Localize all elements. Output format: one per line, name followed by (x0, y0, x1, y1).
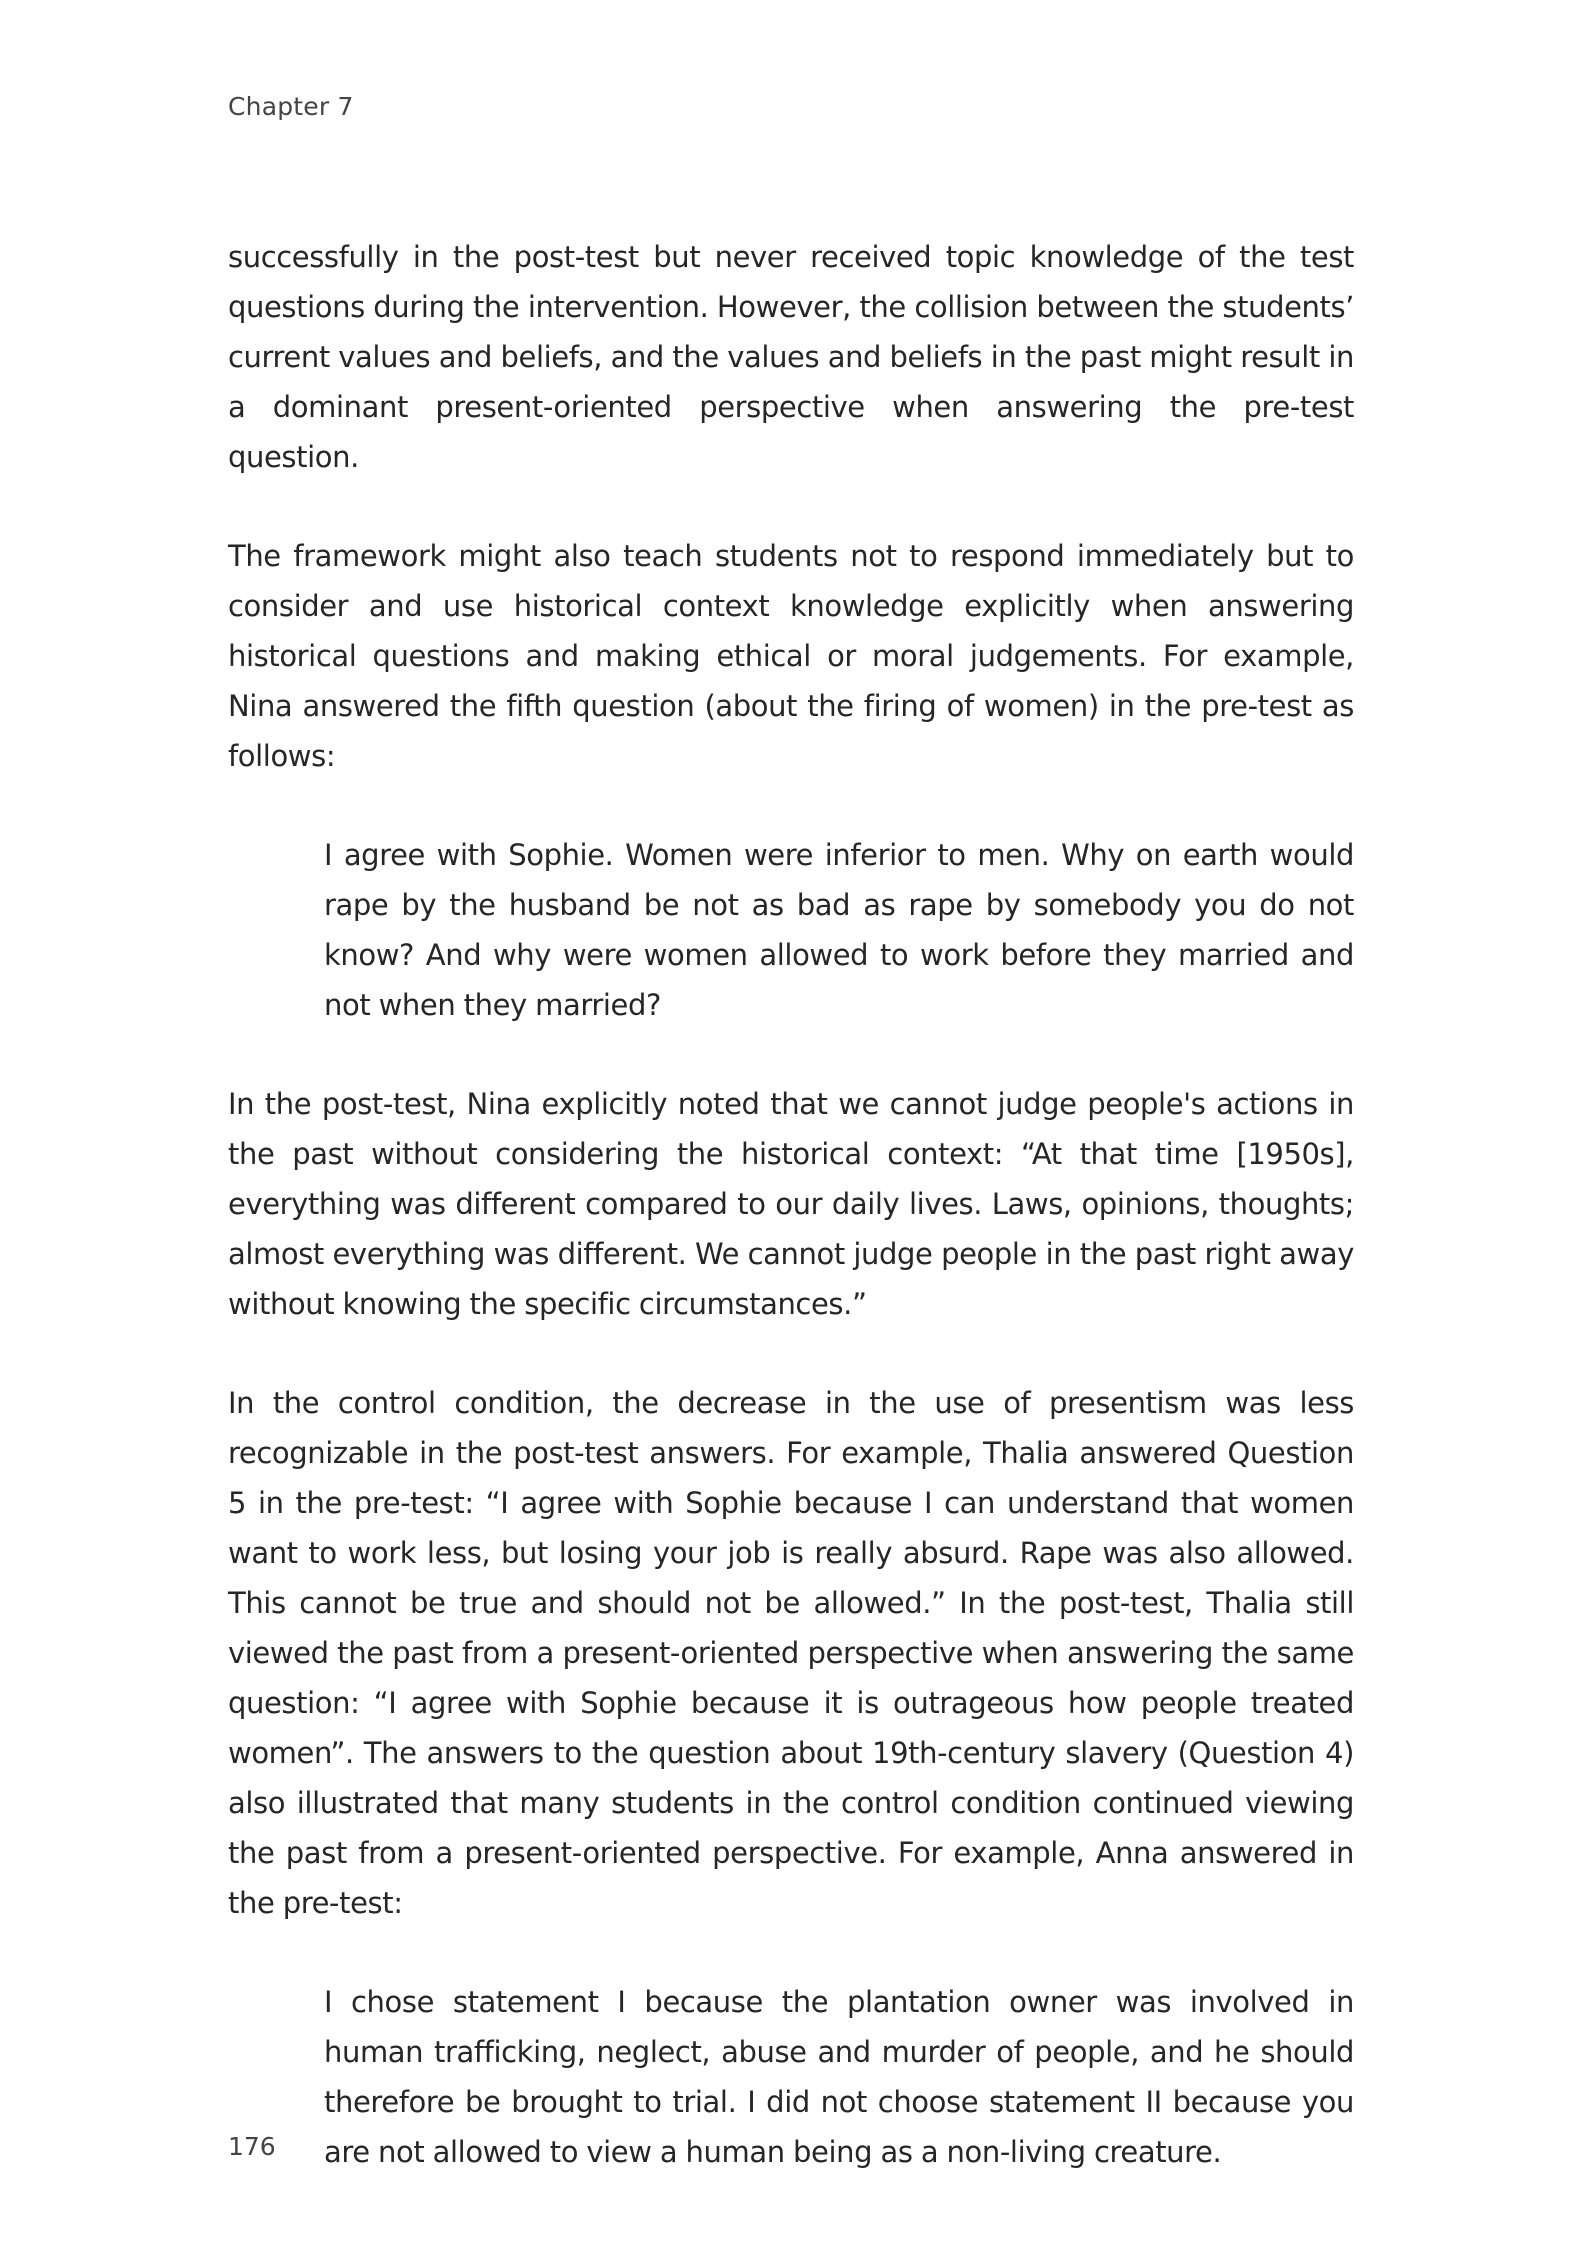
paragraph-post-test: In the post-test, Nina explicitly noted that we cannot judge people's actions in the past without considering the historical context: “At that time [1950s], everything was different compared to our daily lives. Laws, opinions, thoughts; almost everything was different. We cannot judge people in the past right away without knowing the specific circumstances.” (228, 1087, 1354, 1321)
paragraph-control-condition: In the control condition, the decrease in the use of presentism was less recognizable in the post-test answers. For example, Thalia answered Question 5 in the pre-test: “I agree with Sophie because I can understand that women want to work less, but losing your job is really absurd. Rape was also allowed. This cannot be true and should not be allowed.” In the post-test, Thalia still viewed the past from a present-oriented perspective when answering the same question: “I agree with Sophie because it is outrageous how people treated women”. The answers to the question about 19th-century slavery (Question 4) also illustrated that many students in the control condition continued viewing the past from a present-oriented perspective. For example, Anna answered in the pre-test: (228, 1386, 1354, 1920)
body-text (228, 232, 1354, 2177)
page-number: 176 (228, 2132, 276, 2161)
paragraph-continuation: successfully in the post-test but never received topic knowledge of the test questions during the intervention. However, the collision between the students’ current values and beliefs, and the values and beliefs in the past might result in a dominant present-oriented perspective when answering the pre-test question. (228, 240, 1354, 474)
running-head: Chapter 7 (228, 92, 354, 121)
paragraph-framework: The framework might also teach students not to respond immediately but to consider and use historical context knowledge explicitly when answering historical questions and making ethical or moral judgements. For example, Nina answered the fifth question (about the firing of women) in the pre-test as follows: (228, 539, 1354, 773)
block-quote-anna: I chose statement I because the plantation owner was involved in human trafficking, neglect, abuse and murder of people, and he should therefore be brought to trial. I did not choose statement II because you are not allowed to view a human being as a non-living creature. (324, 1985, 1354, 2169)
block-quote-nina: I agree with Sophie. Women were inferior to men. Why on earth would rape by the husband be not as bad as rape by somebody you do not know? And why were women allowed to work before they married and not when they married? (324, 838, 1354, 1022)
